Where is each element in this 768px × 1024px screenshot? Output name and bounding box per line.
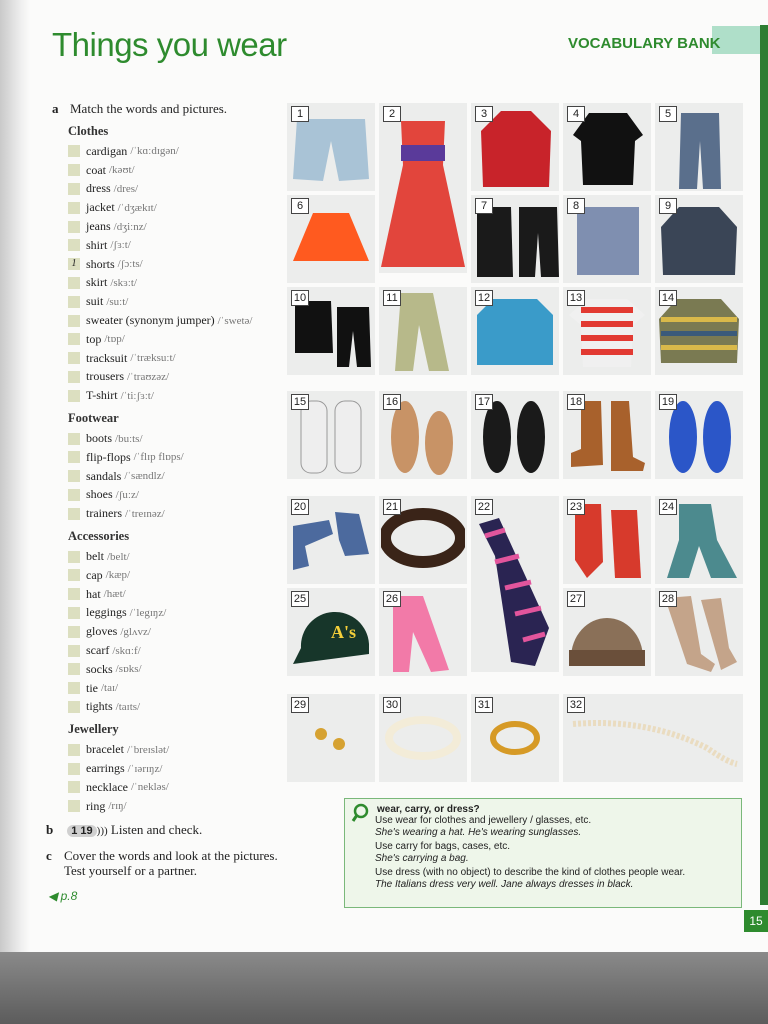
phonetic-label: /ˈtreɪnəz/ [124,507,165,520]
answer-box[interactable] [68,277,80,289]
page-edge-strip [760,25,768,905]
picture-13-t-shirt: 13 [563,287,651,375]
word-item [68,429,292,448]
answer-box[interactable] [68,551,80,563]
phonetic-label: /tɒp/ [104,333,125,346]
task-a: a Match the words and pictures. [52,101,228,116]
word-label: coat [86,162,106,177]
picture-5-jeans: 5 [655,103,743,191]
answer-box[interactable] [68,315,80,327]
back-arrow-icon: ◀ [48,889,58,903]
picture-28-tights: 28 [655,588,743,676]
skirt-picture [291,209,371,269]
picture-11-trousers: 11 [379,287,467,375]
word-item [68,142,292,161]
bracelet-picture [383,708,463,768]
word-item [68,778,292,797]
word-label: tie [86,680,98,695]
word-label: shorts [86,256,115,271]
picture-8-shirt: 8 [563,195,651,283]
answer-box[interactable] [68,588,80,600]
word-label: cap [86,567,103,582]
word-item [68,740,292,759]
picture-31-ring: 31 [471,694,559,782]
svg-text:A's: A's [331,622,357,642]
phonetic-label: /dʒiːnz/ [113,220,147,233]
phonetic-label: /hæt/ [103,588,126,601]
phonetic-label: /ʃuːz/ [115,488,139,501]
word-item [68,504,292,523]
t-shirt-picture [567,297,647,369]
page-title: Things you wear [52,26,287,63]
tracksuit-picture [291,295,371,371]
picture-14-sweater: 14 [655,287,743,375]
phonetic-label: /suːt/ [106,295,129,308]
word-label: belt [86,549,104,564]
answer-box[interactable] [68,663,80,675]
word-label: skirt [86,275,108,290]
cardigan-picture [475,295,555,371]
word-item [68,448,292,467]
word-item [68,180,292,199]
word-label: shirt [86,237,108,252]
phonetic-label: /ˈflɪp flɒps/ [133,451,184,464]
category-heading: Accessories [68,529,130,544]
tie-picture [475,516,555,670]
word-label: socks [86,661,113,676]
picture-22-tie: 22 [471,496,559,672]
word-label: sweater (synonym jumper) [86,313,215,328]
page-shadow [0,952,768,1024]
necklace-picture [567,708,739,778]
word-label: trousers [86,369,124,384]
phonetic-label: /taɪts/ [115,700,141,713]
picture-19-flip-flops: 19 [655,391,743,479]
audio-icon[interactable]: 1 19 [67,825,96,837]
answer-box[interactable] [68,333,80,345]
picture-30-bracelet: 30 [379,694,467,782]
note-example: She's carrying a bag. [375,853,469,864]
word-label: leggings [86,605,127,620]
word-label: ring [86,798,106,813]
word-item [68,660,292,679]
sweater-picture [659,295,739,371]
phonetic-label: /ˈtræksuːt/ [130,352,176,365]
answer-box[interactable] [68,607,80,619]
answer-box[interactable]: 1 [68,258,80,270]
word-item [68,386,292,405]
answer-box[interactable] [68,202,80,214]
word-item [68,198,292,217]
answer-box[interactable] [68,489,80,501]
word-item [68,679,292,698]
word-item [68,467,292,486]
phonetic-label: /ˈɪərɪŋz/ [127,762,163,775]
phonetic-label: /glʌvz/ [120,625,151,638]
phonetic-label: /rɪŋ/ [108,800,127,813]
category-heading: Jewellery [68,722,119,737]
answer-box[interactable] [68,569,80,581]
note-line: Use wear for clothes and jewellery / glasses, etc. [375,815,592,826]
answer-box[interactable] [68,763,80,775]
picture-21-belt: 21 [379,496,467,584]
category-heading: Footwear [68,411,119,426]
word-list [52,118,292,816]
phonetic-label: /belt/ [107,550,130,563]
answer-box[interactable] [68,800,80,812]
answer-box[interactable] [68,744,80,756]
word-item [68,486,292,505]
phonetic-label: /sɒks/ [115,663,142,676]
word-label: shoes [86,487,113,502]
phonetic-label: /kæp/ [105,569,131,582]
word-item [68,368,292,387]
answer-box[interactable] [68,183,80,195]
shorts-picture [291,111,371,187]
picture-32-necklace: 32 [563,694,743,782]
picture-20-socks: 20 [287,496,375,584]
suit-picture [475,203,559,281]
page-number: 15 [744,910,768,932]
page-gutter [0,0,30,952]
word-label: suit [86,294,104,309]
picture-16-sandals: 16 [379,391,467,479]
answer-box[interactable] [68,645,80,657]
answer-box[interactable] [68,145,80,157]
page-reference[interactable]: ◀ p.8 [48,889,78,903]
dress-picture [379,117,467,271]
picture-29-earrings: 29 [287,694,375,782]
word-item [68,641,292,660]
word-label: jeans [86,219,111,234]
task-c: c Cover the words and look at the pictures. Test yourself or a partner. [46,848,278,878]
word-item [68,759,292,778]
phonetic-label: /ˈsændlz/ [124,470,165,483]
jeans-picture [675,111,725,191]
picture-25-cap: A's 25 [287,588,375,676]
word-item [68,698,292,717]
word-label: trainers [86,506,122,521]
answer-box[interactable] [68,221,80,233]
phonetic-label: /ˈlegɪŋz/ [129,606,167,619]
jacket-picture [659,203,739,279]
answer-box[interactable] [68,701,80,713]
ring-picture [485,714,545,764]
phonetic-label: /ʃɜːt/ [110,239,131,252]
word-label: necklace [86,779,128,794]
answer-box[interactable] [68,470,80,482]
word-item [68,292,292,311]
word-item [68,161,292,180]
phonetic-label: /ˈkɑːdɪgən/ [130,145,179,158]
word-item [68,797,292,816]
hat-picture [567,598,647,672]
word-item [68,585,292,604]
answer-box[interactable] [68,433,80,445]
word-item [68,547,292,566]
note-example: The Italians dress very well. Jane always dresses in black. [375,879,634,890]
phonetic-label: /ˈnekləs/ [130,781,169,794]
earrings-picture [301,714,361,764]
note-title: wear, carry, or dress? [377,804,480,815]
task-b: b 1 19 ))) Listen and check. [46,822,203,837]
picture-10-tracksuit: 10 [287,287,375,375]
word-item [68,255,292,274]
answer-box[interactable] [68,352,80,364]
word-label: earrings [86,761,125,775]
answer-box[interactable] [68,781,80,793]
phonetic-label: /ˈdʒækɪt/ [117,201,157,214]
word-label: cardigan [86,143,128,158]
word-item [68,217,292,236]
shirt-picture [573,203,643,279]
picture-9-jacket: 9 [655,195,743,283]
word-label: tracksuit [86,350,128,365]
word-item [68,566,292,585]
word-item [68,604,292,623]
word-item [68,236,292,255]
phonetic-label: /ˈbreɪslət/ [126,743,170,756]
word-label: dress [86,181,111,196]
word-item [68,349,292,368]
phonetic-label: /ˈtiːʃɜːt/ [120,389,154,402]
phonetic-label: /ʃɔːts/ [117,258,143,271]
answer-box[interactable] [68,508,80,520]
trousers-picture [393,291,453,373]
word-label: T-shirt [86,388,118,403]
phonetic-label: /dres/ [113,182,139,195]
word-label: tights [86,699,113,714]
picture-26-leggings: 26 [379,588,467,676]
picture-17-shoes: 17 [471,391,559,479]
word-item [68,274,292,293]
picture-23-gloves: 23 [563,496,651,584]
phonetic-label: /kəʊt/ [109,164,135,177]
picture-4-top: 4 [563,103,651,191]
note-line: Use carry for bags, cases, etc. [375,841,511,852]
magnifier-icon [351,803,371,826]
picture-3-coat: 3 [471,103,559,191]
answer-box[interactable] [68,239,80,251]
word-label: jacket [86,200,115,215]
picture-15-trainers: 15 [287,391,375,479]
answer-box[interactable] [68,390,80,402]
usage-note-box [344,798,742,908]
picture-6-skirt: 6 [287,195,375,283]
note-line: Use dress (with no object) to describe the kind of clothes people wear. [375,867,686,878]
section-label: VOCABULARY BANK [568,35,721,52]
picture-1-shorts: 1 [287,103,375,191]
picture-12-cardigan: 12 [471,287,559,375]
picture-24-scarf: 24 [655,496,743,584]
word-item [68,311,292,330]
phonetic-label: /taɪ/ [101,682,119,695]
answer-box[interactable] [68,371,80,383]
answer-box[interactable] [68,164,80,176]
word-item [68,622,292,641]
phonetic-label: /ˈswetə/ [217,314,253,327]
phonetic-label: /skɑːf/ [112,644,141,657]
socks-picture [289,506,373,578]
phonetic-label: /skɜːt/ [110,276,137,289]
answer-box[interactable] [68,296,80,308]
word-label: flip-flops [86,449,131,464]
answer-box[interactable] [68,451,80,463]
word-label: top [86,331,102,346]
phonetic-label: /ˈtraʊzəz/ [127,370,170,383]
word-label: bracelet [86,742,124,757]
word-label: gloves [86,624,118,639]
word-item [68,330,292,349]
word-label: sandals [86,468,122,483]
picture-7-suit: 7 [471,195,559,283]
phonetic-label: /buːts/ [115,432,143,445]
picture-18-boots: 18 [563,391,651,479]
picture-2-dress: 2 [379,103,467,273]
belt-picture [381,508,465,578]
word-label: boots [86,431,113,446]
category-heading: Clothes [68,124,109,138]
answer-box[interactable] [68,626,80,638]
answer-box[interactable] [68,682,80,694]
picture-27-hat: 27 [563,588,651,676]
note-example: She's wearing a hat. He's wearing sunglasses. [375,827,582,838]
word-label: scarf [86,643,110,658]
word-label: hat [86,586,101,601]
